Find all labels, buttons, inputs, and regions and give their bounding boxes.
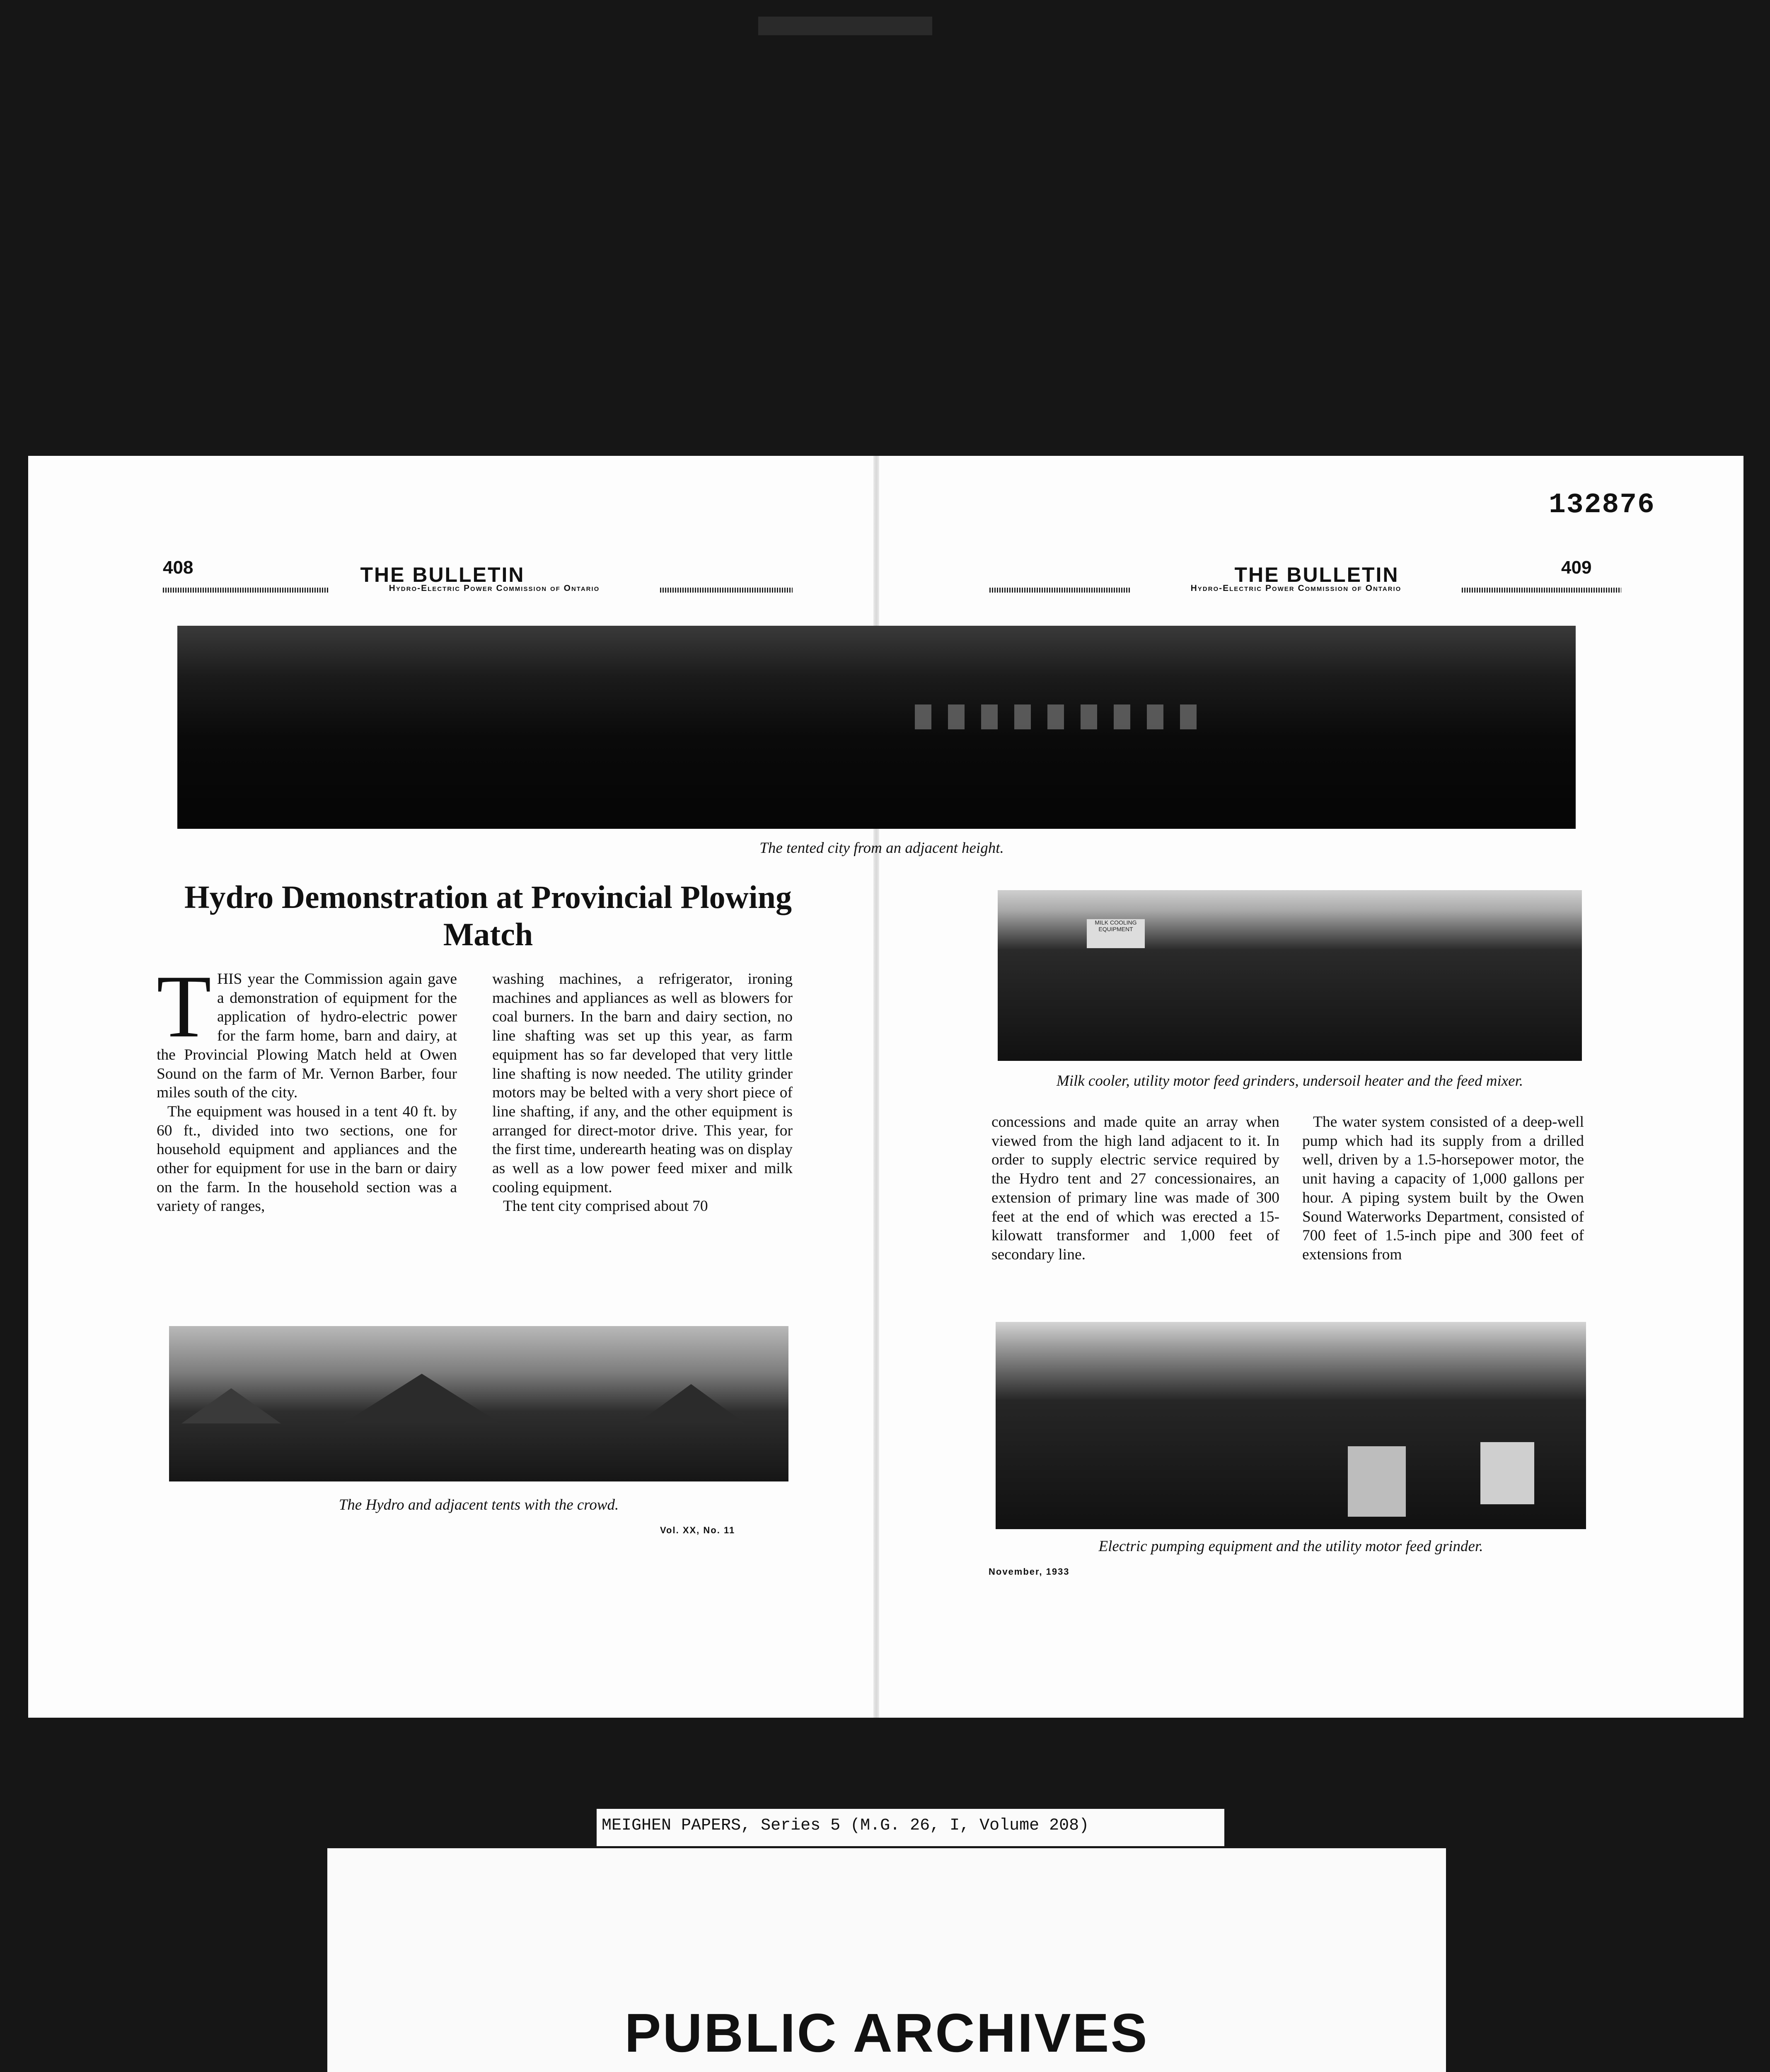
tents-crowd-photo xyxy=(169,1326,788,1481)
panorama-caption: The tented city from an adjacent height. xyxy=(759,840,1004,857)
right-page-number: 409 xyxy=(1561,557,1592,578)
left-header-subtitle: Hydro-Electric Power Commission of Ontario xyxy=(389,583,600,593)
pumping-equipment-photo xyxy=(996,1322,1586,1529)
headline: Hydro Demonstration at Provincial Plowing Match xyxy=(184,879,792,952)
article-column-4 xyxy=(1302,1113,1584,1264)
corner-number: 132876 xyxy=(1549,489,1655,521)
tent-shape xyxy=(343,1374,501,1423)
pump-machine xyxy=(1480,1442,1534,1504)
left-header-rule-right xyxy=(660,588,793,593)
milk-cooler-caption: Milk cooler, utility motor feed grinders, undersoil heater and the feed mixer. xyxy=(1056,1072,1523,1089)
drop-cap: T xyxy=(157,957,211,1056)
col2-paragraph-2: The tent city comprised about 70 xyxy=(503,1198,708,1215)
col1-paragraph-1: HIS year the Commission again gave a demonstration of equipment for the application of hydro-electric power for the farm home, barn and dairy, at the Provincial Plowing Match held at Owen Sound on the farm of Mr. Vernon Barber, four miles south of the city. xyxy=(157,971,457,1101)
panorama-photo xyxy=(177,626,1576,829)
left-header-rule-left xyxy=(163,588,329,593)
left-page-number: 408 xyxy=(163,557,193,578)
milk-cooling-sign-text: MILK COOLING EQUIPMENT xyxy=(1095,919,1137,932)
article-column-1 xyxy=(157,957,457,1216)
tents-crowd-caption: The Hydro and adjacent tents with the crowd. xyxy=(339,1496,619,1513)
series-label-strip xyxy=(597,1809,1224,1846)
archive-card xyxy=(327,1848,1446,2072)
milk-cooling-sign xyxy=(1087,919,1145,948)
col2-paragraph-1: washing machines, a refrigerator, ironing machines and appliances as well as blowers for coal burners. In the barn and dairy section, no line shafting was set up this year, as farm equipment has so far developed that very little line shafting is now needed. The utility grinder motors may be belted with a very short piece of line shafting, if any, and the other equipment is arranged for direct-motor drive. This year, for the first time, underearth heating was on display as well as a low power feed mixer and milk cooling equipment. xyxy=(492,971,793,1196)
col3-paragraph-1: concessions and made quite an array when viewed from the high land adjacent to it. In order to supply electric service required by the Hydro tent and 27 concessionaires, an extension of primary line was made of 300 feet at the end of which was erected a 15-kilowatt transformer and 1,000 feet of secondary line. xyxy=(991,1113,1279,1263)
col1-paragraph-2: The equipment was housed in a tent 40 ft. by 60 ft., divided into two sections, one for household equipment and appliances and the other for equipment for use in the barn or dairy on the farm. In the household section was a variety of ranges, xyxy=(157,1103,457,1215)
left-header-title: THE BULLETIN xyxy=(360,563,525,586)
panorama-tents xyxy=(915,704,1205,729)
right-header-title: THE BULLETIN xyxy=(1234,563,1399,586)
tent-shape xyxy=(637,1384,745,1423)
magazine-spread xyxy=(28,456,1743,1718)
pumping-equipment-caption: Electric pumping equipment and the utility motor feed grinder. xyxy=(1098,1538,1483,1555)
article-column-2 xyxy=(492,970,793,1216)
article-column-3 xyxy=(991,1113,1279,1264)
series-label-text: MEIGHEN PAPERS, Series 5 (M.G. 26, I, Volume 208) xyxy=(602,1816,1089,1835)
right-header-rule-left xyxy=(989,588,1130,593)
right-footer: November, 1933 xyxy=(989,1566,1070,1577)
grinder-machine xyxy=(1348,1446,1406,1517)
tent-shape xyxy=(181,1388,281,1423)
right-header-subtitle: Hydro-Electric Power Commission of Ontario xyxy=(1190,583,1402,593)
col4-paragraph-1: The water system consisted of a deep-well pump which had its supply from a drilled well, driven by a 1.5-horsepower motor, the unit having a capacity of 1,000 gallons per hour. A piping system built by the Owen Sound Waterworks Department, consisted of 700 feet of 1.5-inch pipe and 300 feet of extensions from xyxy=(1302,1113,1584,1263)
archive-line-1: PUBLIC ARCHIVES xyxy=(624,2002,1149,2063)
top-tab xyxy=(758,17,932,35)
right-header-rule-right xyxy=(1462,588,1621,593)
milk-cooler-photo xyxy=(998,890,1582,1061)
left-footer: Vol. XX, No. 11 xyxy=(660,1525,735,1535)
